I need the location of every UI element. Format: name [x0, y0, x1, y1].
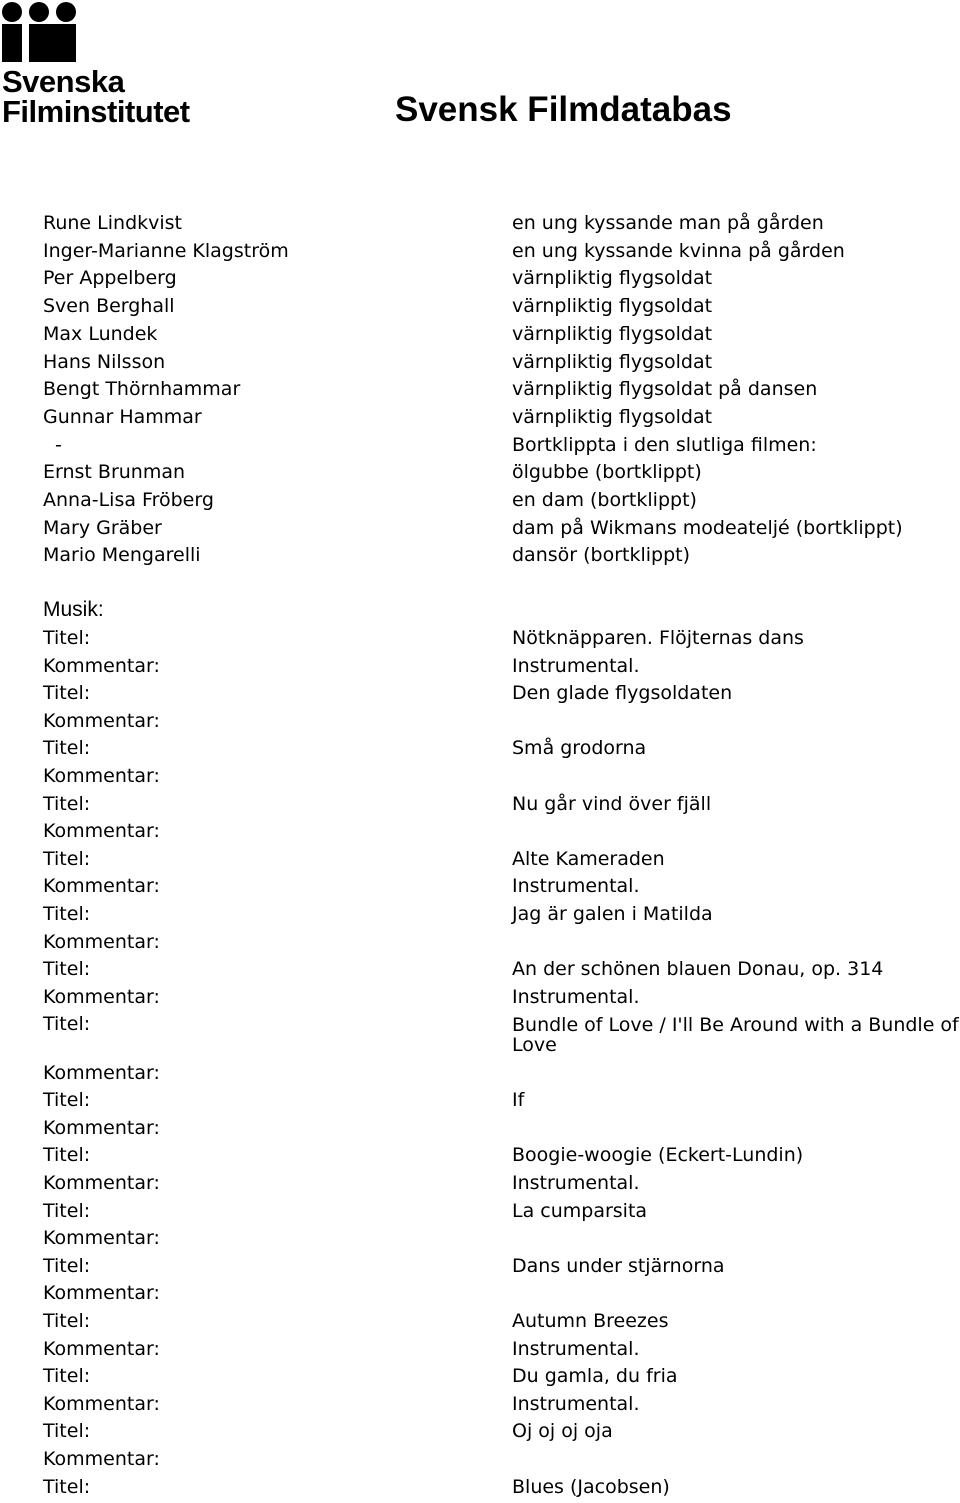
role-description: värnpliktig flygsoldat	[512, 405, 713, 428]
music-field-value: Instrumental.	[512, 1337, 640, 1360]
role-description: en ung kyssande kvinna på gården	[512, 239, 845, 262]
role-description: ölgubbe (bortklippt)	[512, 461, 702, 484]
actor-name: Bengt Thörnhammar	[43, 378, 241, 401]
music-field-label: Titel:	[43, 1475, 91, 1498]
role-description: en dam (bortklippt)	[512, 489, 697, 511]
music-row	[0, 1363, 960, 1390]
music-row	[0, 1087, 960, 1114]
music-field-label: Titel:	[43, 682, 91, 705]
music-row	[0, 708, 960, 735]
music-field-label: Kommentar:	[43, 765, 160, 787]
logo-dot	[29, 2, 49, 22]
music-field-value: La cumparsita	[512, 1199, 648, 1222]
music-field-label: Kommentar:	[43, 1116, 160, 1139]
logo-dot	[56, 2, 76, 22]
music-field-value: Instrumental.	[512, 654, 640, 677]
cast-row	[0, 210, 960, 237]
music-row	[0, 1474, 960, 1501]
music-field-value: An der schönen blauen Donau, op. 314	[512, 958, 884, 981]
music-row	[0, 763, 960, 790]
music-field-value: Autumn Breezes	[512, 1309, 669, 1332]
actor-name: Inger-Marianne Klagström	[43, 239, 289, 262]
actor-name: Mary Gräber	[43, 516, 162, 539]
music-field-value: Instrumental.	[512, 1171, 640, 1194]
music-field-label: Titel:	[43, 1254, 91, 1277]
logo-dot	[2, 2, 22, 22]
music-row	[0, 1011, 960, 1059]
music-field-label: Titel:	[43, 1144, 91, 1167]
logo-block	[2, 24, 22, 62]
music-field-label: Titel:	[43, 903, 91, 925]
music-field-label: Kommentar:	[43, 985, 160, 1008]
cast-row	[0, 349, 960, 376]
music-field-label: Kommentar:	[43, 820, 160, 843]
cast-row	[0, 321, 960, 348]
actor-name: Sven Berghall	[43, 295, 175, 318]
site-title: Svensk Filmdatabas	[395, 90, 732, 129]
cast-row	[0, 265, 960, 292]
music-field-label: Kommentar:	[43, 930, 160, 953]
logo-text-filminstitutet: Filminstitutet	[2, 94, 190, 129]
music-row	[0, 1142, 960, 1169]
music-field-label: Titel:	[43, 847, 91, 870]
role-description: värnpliktig flygsoldat	[512, 322, 713, 345]
music-field-value: Alte Kameraden	[512, 847, 665, 870]
music-row	[0, 1336, 960, 1363]
music-field-label: Kommentar:	[43, 1171, 160, 1194]
music-field-label: Titel:	[43, 1309, 91, 1332]
music-row	[0, 735, 960, 762]
music-field-label: Titel:	[43, 1420, 91, 1443]
music-row	[0, 818, 960, 845]
role-description: värnpliktig flygsoldat	[512, 295, 713, 318]
music-field-value: Nu går vind över fjäll	[512, 792, 712, 815]
music-field-label: Titel:	[43, 958, 91, 981]
music-field-label: Kommentar:	[43, 1061, 160, 1084]
music-field-label: Titel:	[43, 1199, 91, 1222]
music-field-value: Instrumental.	[512, 1392, 640, 1415]
music-row	[0, 901, 960, 928]
music-field-label: Titel:	[43, 1013, 91, 1036]
music-field-value: Den glade flygsoldaten	[512, 682, 733, 705]
role-description: dam på Wikmans modeateljé (bortklippt)	[512, 516, 903, 539]
music-row	[0, 625, 960, 652]
music-row	[0, 791, 960, 818]
role-description: en ung kyssande man på gården	[512, 212, 824, 234]
music-row	[0, 1308, 960, 1335]
music-field-value: If	[512, 1089, 525, 1112]
music-row	[0, 1225, 960, 1252]
cast-row	[0, 376, 960, 403]
music-field-label: Kommentar:	[43, 1227, 160, 1250]
music-field-value: Nötknäpparen. Flöjternas dans	[512, 627, 804, 649]
role-description: Bortklippta i den slutliga filmen:	[512, 433, 817, 456]
music-row	[0, 1391, 960, 1418]
music-field-label: Kommentar:	[43, 1447, 160, 1470]
actor-name: -	[55, 433, 62, 456]
music-field-value: Instrumental.	[512, 875, 640, 898]
actor-name: Rune Lindkvist	[43, 212, 183, 234]
music-field-label: Kommentar:	[43, 1282, 160, 1305]
music-field-label: Titel:	[43, 627, 91, 649]
cast-row	[0, 459, 960, 486]
music-heading: Musik:	[43, 598, 104, 621]
music-row	[0, 929, 960, 956]
music-field-value: Dans under stjärnorna	[512, 1254, 725, 1277]
music-field-label: Titel:	[43, 737, 91, 760]
music-field-value: Blues (Jacobsen)	[512, 1475, 670, 1498]
role-description: dansör (bortklippt)	[512, 544, 691, 567]
role-description: värnpliktig flygsoldat	[512, 267, 713, 290]
music-field-value: Boogie-woogie (Eckert-Lundin)	[512, 1144, 804, 1167]
music-field-label: Titel:	[43, 1089, 91, 1112]
music-row	[0, 984, 960, 1011]
music-field-label: Titel:	[43, 1365, 91, 1388]
music-field-value: Jag är galen i Matilda	[512, 903, 713, 925]
actor-name: Ernst Brunman	[43, 461, 186, 484]
cast-row	[0, 432, 960, 459]
logo-block	[29, 24, 76, 62]
music-field-value: Instrumental.	[512, 985, 640, 1008]
music-row	[0, 1418, 960, 1445]
music-row	[0, 1280, 960, 1307]
cast-row	[0, 238, 960, 265]
music-field-label: Kommentar:	[43, 875, 160, 898]
actor-name: Anna-Lisa Fröberg	[43, 489, 214, 511]
music-row	[0, 680, 960, 707]
logo-text-svenska: Svenska	[2, 64, 125, 99]
music-field-label: Kommentar:	[43, 1392, 160, 1415]
music-field-label: Kommentar:	[43, 709, 160, 732]
music-row	[0, 1170, 960, 1197]
music-field-value: Du gamla, du fria	[512, 1365, 678, 1388]
cast-row	[0, 487, 960, 514]
actor-name: Gunnar Hammar	[43, 405, 202, 428]
cast-row	[0, 515, 960, 542]
cast-row	[0, 293, 960, 320]
music-row	[0, 956, 960, 983]
role-description: värnpliktig flygsoldat	[512, 350, 713, 373]
music-field-label: Titel:	[43, 792, 91, 815]
cast-row	[0, 542, 960, 569]
actor-name: Per Appelberg	[43, 267, 177, 290]
logo-dots	[2, 2, 82, 22]
actor-name: Mario Mengarelli	[43, 544, 201, 567]
music-field-value: Oj oj oj oja	[512, 1420, 613, 1443]
music-row	[0, 653, 960, 680]
music-field-value: Bundle of Love / I'll Be Around with a Bundle of Love	[512, 1014, 959, 1057]
music-row	[0, 1060, 960, 1087]
music-field-label: Kommentar:	[43, 654, 160, 677]
music-row	[0, 1198, 960, 1225]
cast-row	[0, 404, 960, 431]
music-row	[0, 846, 960, 873]
svenska-filminstitutet-logo	[2, 2, 202, 128]
music-row	[0, 1446, 960, 1473]
music-row	[0, 1115, 960, 1142]
music-field-value: Små grodorna	[512, 737, 647, 760]
music-row	[0, 1253, 960, 1280]
actor-name: Max Lundek	[43, 322, 158, 345]
role-description: värnpliktig flygsoldat på dansen	[512, 378, 818, 401]
actor-name: Hans Nilsson	[43, 350, 166, 373]
music-field-label: Kommentar:	[43, 1337, 160, 1360]
music-row	[0, 873, 960, 900]
